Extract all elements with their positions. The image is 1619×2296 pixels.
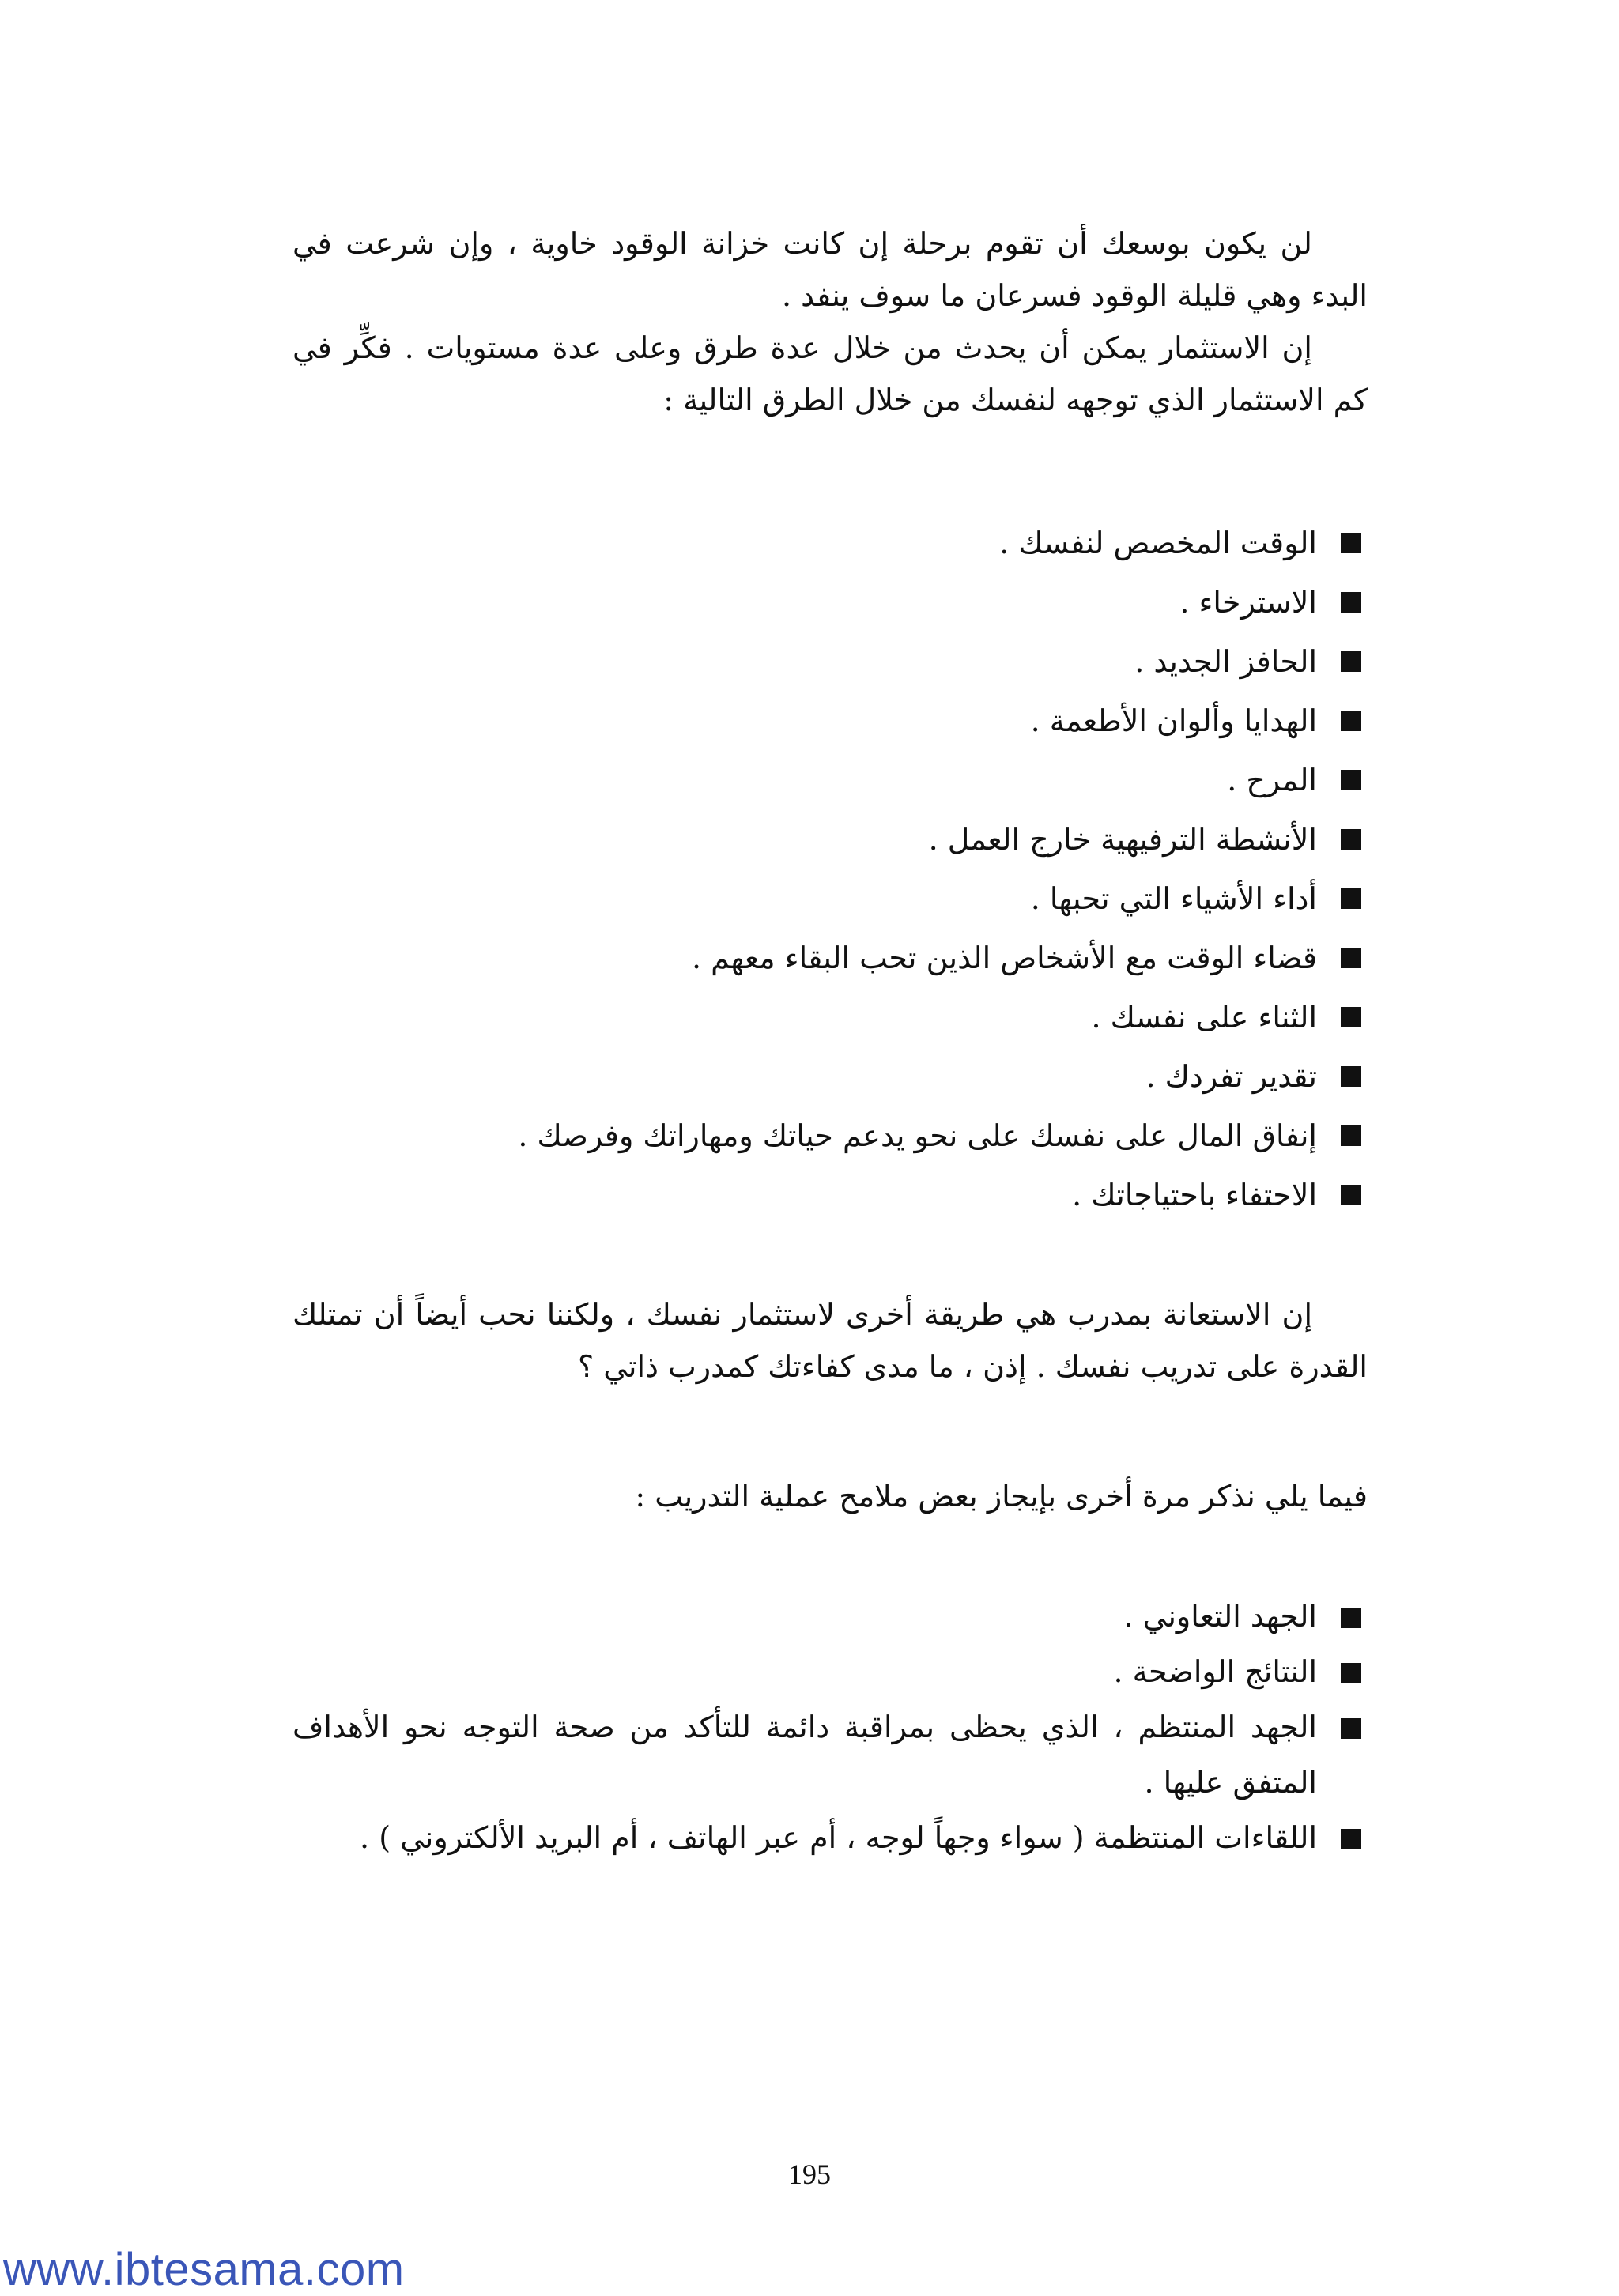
list-item: الاحتفاء باحتياجاتك .: [292, 1166, 1368, 1225]
square-bullet-icon: [1341, 533, 1361, 553]
square-bullet-icon: [1341, 1608, 1361, 1628]
square-bullet-icon: [1341, 651, 1361, 672]
square-bullet-icon: [1341, 1718, 1361, 1739]
square-bullet-icon: [1341, 1125, 1361, 1146]
square-bullet-icon: [1341, 1829, 1361, 1849]
square-bullet-icon: [1341, 1066, 1361, 1087]
features-list: [292, 1589, 1368, 1865]
list-item: تقدير تفردك .: [292, 1047, 1368, 1107]
intro-section: [292, 217, 1368, 426]
list-item: اللقاءات المنتظمة ( سواء وجهاً لوجه ، أم عبر الهاتف ، أم البريد الألكتروني ) .: [292, 1810, 1368, 1865]
coach-paragraph: إن الاستعانة بمدرب هي طريقة أخرى لاستثمار نفسك ، ولكننا نحب أيضاً أن تمتلك القدرة على تدريب نفسك . إذن ، ما مدى كفاءتك كمدرب ذاتي ؟: [292, 1297, 1368, 1384]
list-item: قضاء الوقت مع الأشخاص الذين تحب البقاء معهم .: [292, 929, 1368, 988]
square-bullet-icon: [1341, 829, 1361, 850]
square-bullet-icon: [1341, 1007, 1361, 1027]
features-intro: فيما يلي نذكر مرة أخرى بإيجاز بعض ملامح عملية التدريب :: [635, 1479, 1368, 1514]
intro-paragraph-2: إن الاستثمار يمكن أن يحدث من خلال عدة طرق وعلى عدة مستويات . فكِّر في كم الاستثمار الذي توجهه لنفسك من خلال الطرق التالية :: [292, 330, 1368, 417]
square-bullet-icon: [1341, 592, 1361, 613]
list-item: الجهد التعاوني .: [292, 1589, 1368, 1644]
investment-list: [292, 514, 1368, 1225]
list-item: الحافز الجديد .: [292, 632, 1368, 692]
square-bullet-icon: [1341, 711, 1361, 731]
list-item: أداء الأشياء التي تحبها .: [292, 869, 1368, 929]
list-item: الثناء على نفسك .: [292, 988, 1368, 1047]
features-intro-section: [292, 1470, 1368, 1522]
list-item: المرح .: [292, 751, 1368, 810]
list-item: الاسترخاء .: [292, 573, 1368, 632]
list-item: الأنشطة الترفيهية خارج العمل .: [292, 810, 1368, 869]
square-bullet-icon: [1341, 1663, 1361, 1683]
list-item: الوقت المخصص لنفسك .: [292, 514, 1368, 573]
list-item: النتائج الواضحة .: [292, 1644, 1368, 1699]
square-bullet-icon: [1341, 1185, 1361, 1205]
coach-section: [292, 1288, 1368, 1393]
list-item: الهدايا وألوان الأطعمة .: [292, 692, 1368, 751]
intro-paragraph-1: لن يكون بوسعك أن تقوم برحلة إن كانت خزانة الوقود خاوية ، وإن شرعت في البدء وهي قليلة الوقود فسرعان ما سوف ينفد .: [292, 226, 1368, 313]
square-bullet-icon: [1341, 888, 1361, 909]
list-item: إنفاق المال على نفسك على نحو يدعم حياتك ومهاراتك وفرصك .: [292, 1107, 1368, 1166]
square-bullet-icon: [1341, 770, 1361, 790]
list-item: الجهد المنتظم ، الذي يحظى بمراقبة دائمة للتأكد من صحة التوجه نحو الأهداف المتفق عليها .: [292, 1699, 1368, 1810]
page-number: 195: [788, 2158, 831, 2190]
square-bullet-icon: [1341, 948, 1361, 968]
watermark-link[interactable]: www.ibtesama.com: [3, 2244, 405, 2295]
